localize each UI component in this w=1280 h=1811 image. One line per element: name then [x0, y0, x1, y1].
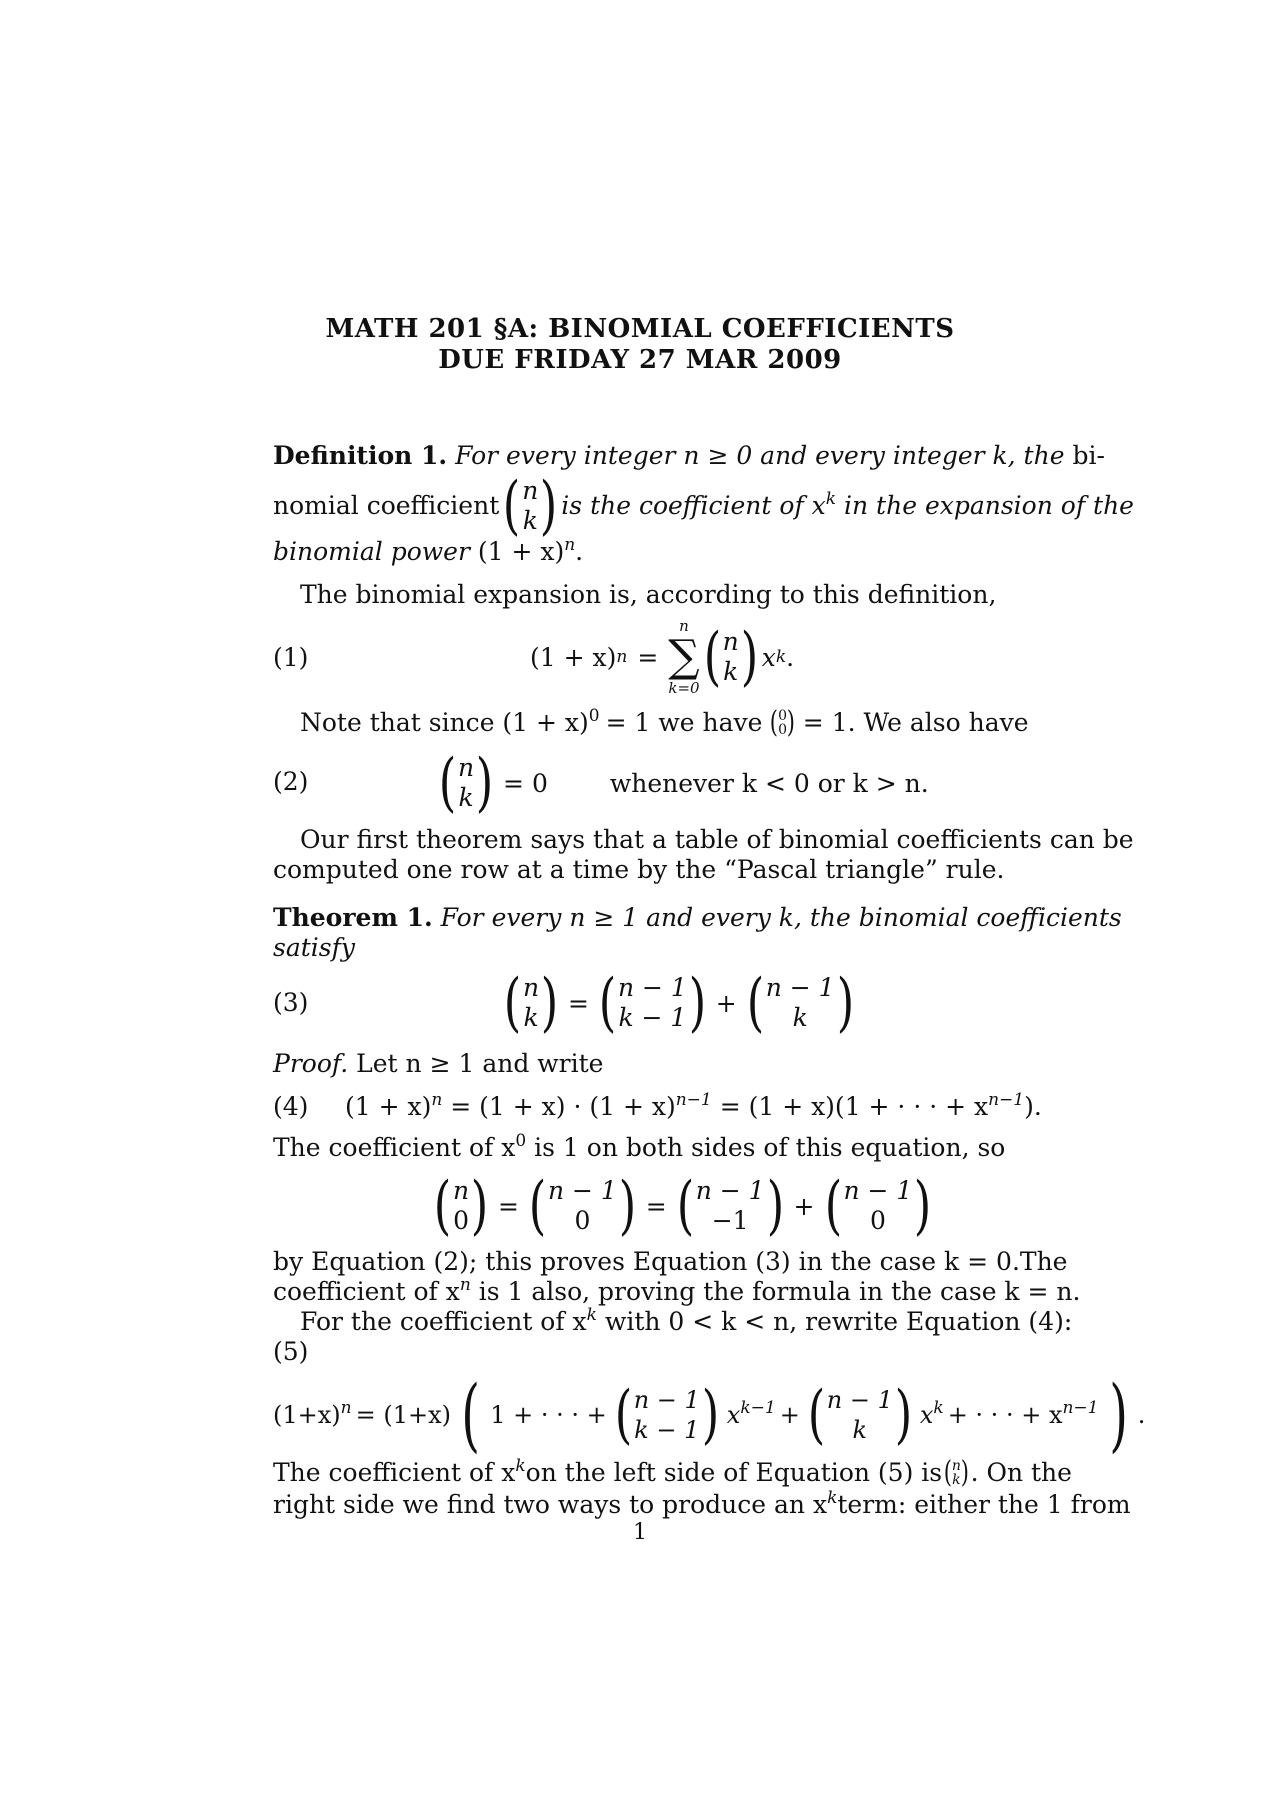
- theorem-intro-line-2: computed one row at a time by the “Pascal triangle” rule.: [273, 855, 1005, 884]
- definition-line-3: binomial power $(1 + x)^n$.: [273, 535, 584, 566]
- binomial-n-k: ( n k ): [502, 469, 558, 543]
- closing-line-1: The coefficient of $x^k$ on the left side of Equation (5) is ( n k ) . On the: [273, 1455, 1072, 1490]
- binomial-n-k: ( n k ): [703, 620, 758, 694]
- binomial-0-0: ( 0 0 ): [770, 705, 796, 740]
- equation-number-4: (4): [273, 1092, 309, 1121]
- theorem-label: Theorem 1.: [273, 903, 433, 932]
- theorem-line-2: satisfy: [273, 933, 355, 962]
- after-case0-line-2: coefficient of $x^n$ is 1 also, proving the formula in the case k = n.: [273, 1275, 1081, 1306]
- equation-1: (1 + x) n = n ∑ k=0 ( n k ) x k .: [530, 617, 795, 697]
- page-number: 1: [633, 1520, 647, 1545]
- equation-5: $(1+x)^n$ = (1+x) ( 1 + · · · + ( n − 1 k − 1 ) $x^{k-1}$ + ( n − 1 k ) $x^k$ + · · · + $x^{n-1}$ ) .: [273, 1368, 1146, 1461]
- equation-3: ( n k ) = ( n − 1 k − 1 ) + ( n − 1 k ): [503, 966, 854, 1040]
- binomial-n-k: ( n k ): [438, 746, 494, 820]
- equation-4: $(1 + x)^n = (1 + x) \cdot (1 + x)^{n-1} = (1 + x)(1$ + · · · + $x^{n-1}$).: [345, 1090, 1042, 1121]
- equation-case-k0: ( n 0 ) = ( n − 1 0 ) = ( n − 1 −1 ) + ( n − 1 0 ): [433, 1169, 932, 1243]
- equation-number-5: (5): [273, 1337, 309, 1366]
- definition-line-2: nomial coefficient ( n k ) is the coefficient of $x^k$ in the expansion of the: [273, 469, 1134, 543]
- proof-intro: Proof. Let n ≥ 1 and write: [273, 1049, 604, 1078]
- page-title: MATH 201 §A: BINOMIAL COEFFICIENTS: [325, 314, 955, 344]
- equation-2: ( n k ) = 0 whenever k < 0 or k > n.: [435, 748, 929, 818]
- note-paragraph: Note that since $(1 + x)^0$ = 1 we have ( 0 0 ) = 1. We also have: [300, 705, 1029, 740]
- intro-paragraph: The binomial expansion is, according to this definition,: [300, 580, 997, 609]
- proof-label: Proof.: [273, 1049, 349, 1078]
- equation-number-2: (2): [273, 767, 309, 796]
- theorem-line-1: Theorem 1. For every n ≥ 1 and every k, the binomial coefficients: [273, 903, 1122, 932]
- closing-line-2: right side we find two ways to produce an $x^k$ term: either the 1 from: [273, 1488, 1131, 1519]
- coefficient-x0-sentence: The coefficient of $x^0$ is 1 on both sides of this equation, so: [273, 1131, 1006, 1162]
- equation-number-1: (1): [273, 643, 309, 672]
- due-date: DUE FRIDAY 27 MAR 2009: [438, 345, 842, 375]
- binomial-n-k-inline: ( n k ): [943, 1455, 969, 1490]
- theorem-intro-line-1: Our first theorem says that a table of binomial coefficients can be: [300, 825, 1134, 854]
- after-case0-line-1: by Equation (2); this proves Equation (3) in the case k = 0. The: [273, 1247, 1068, 1276]
- definition-label: Definition 1.: [273, 441, 448, 470]
- summation-symbol: n ∑ k=0: [668, 617, 700, 697]
- after-case0-line-3: For the coefficient of $x^k$ with 0 < k < n, rewrite Equation (4):: [300, 1305, 1073, 1336]
- equation-number-3: (3): [273, 988, 309, 1017]
- definition-line-1: Definition 1. For every integer n ≥ 0 and every integer k, the bi-: [273, 441, 1105, 470]
